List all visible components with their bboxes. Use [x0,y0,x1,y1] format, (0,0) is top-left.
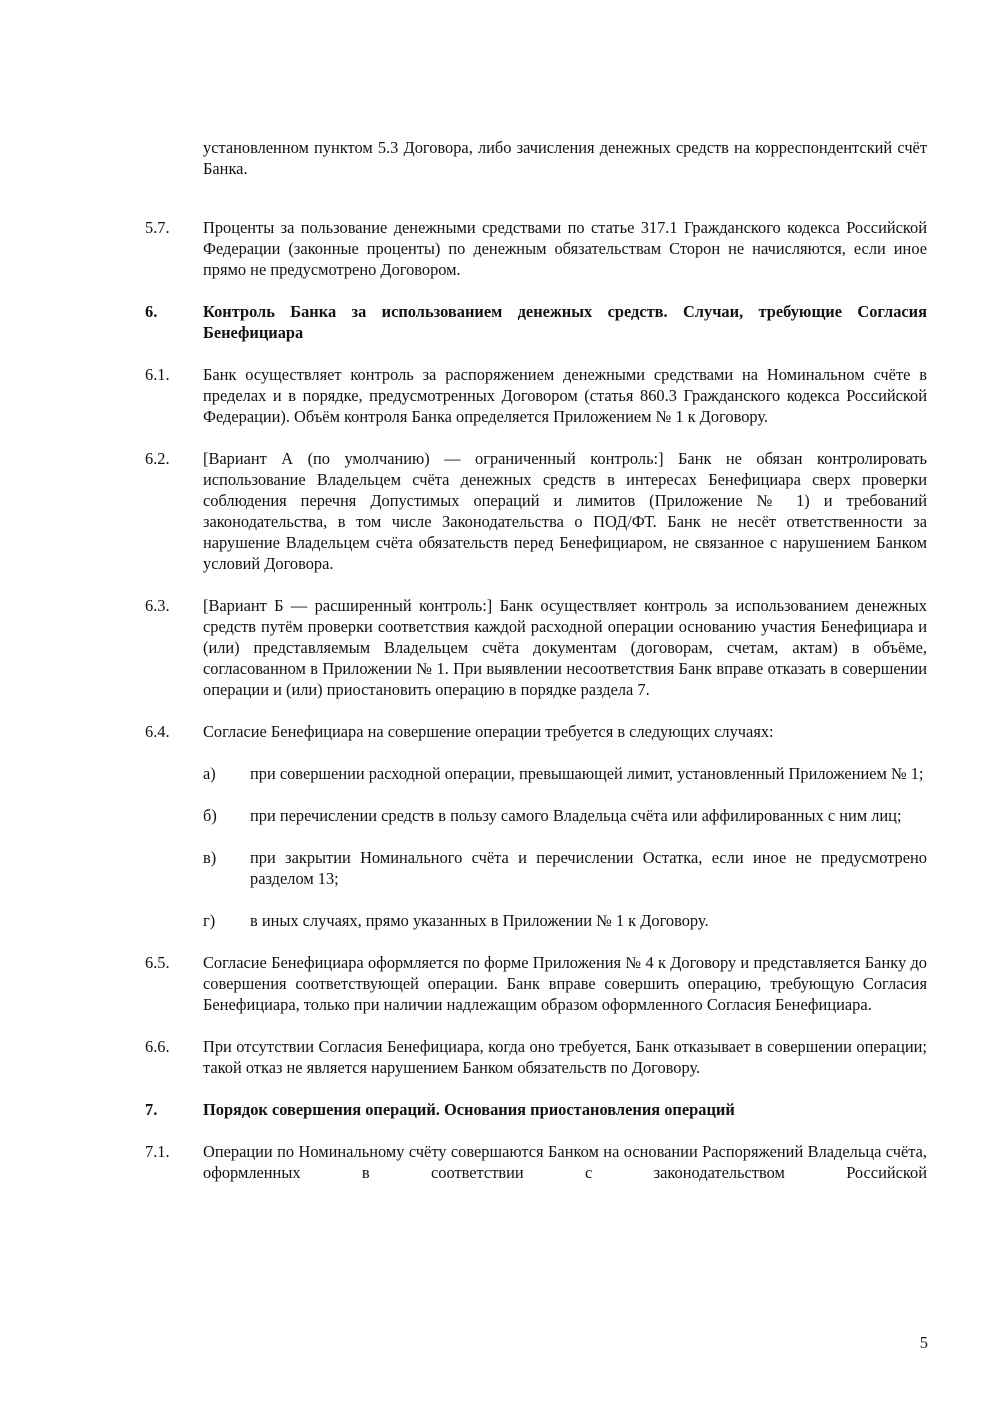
clause-number: 6.2. [145,448,170,468]
clause-text: [Вариант Б — расширенный контроль:] Банк осуществляет контроль за использованием денежных средств путём проверки соответствия каждой расходной операции основанию участия Бенефициара и (или) представляемым Владельцем счёта документам (договорам, счетам, актам) в объёме, согласованном в Приложении № 1. При выявлении несоответствия Банк вправе отказать в совершении операции и (или) приостановить операцию в порядке раздела 7. [203,595,927,699]
list-item-text: при перечислении средств в пользу самого Владельца счёта или аффилированных с ним лиц; [250,805,902,825]
clause-number: 6.3. [145,595,170,615]
list-item [203,847,927,889]
clause-6-1 [145,364,927,427]
list-item-text: при закрытии Номинального счёта и перечислении Остатка, если иное не предусмотрено разделом 13; [250,847,927,888]
clause-text: [Вариант А (по умолчанию) — ограниченный контроль:] Банк не обязан контролировать использование Владельцем счёта денежных средств в интересах Бенефициара сверх проверки соблюдения перечня Допустимых операций и лимитов (Приложение № 1) и требований законодательства, в том числе Законодательства о ПОД/ФТ. Банк не несёт ответственности за нарушение Владельцем счёта обязательств перед Бенефициаром, не связанное с нарушением Банком условий Договора. [203,448,927,573]
list-item [203,910,927,931]
clause-6-6 [145,1036,927,1078]
section-title: Порядок совершения операций. Основания приостановления операций [203,1099,735,1119]
clause-number: 6.5. [145,952,170,972]
clause-5-7 [145,217,927,280]
section-7-heading [145,1099,927,1120]
clause-text: Операции по Номинальному счёту совершаются Банком на основании Распоряжений Владельца счёта, оформленных в соответствии с законодательством Российской [203,1141,927,1182]
list-item-marker: а) [203,763,216,783]
clause-number: 7.1. [145,1141,170,1161]
section-6-heading [145,301,927,343]
list-item-marker: г) [203,910,216,930]
clause-number: 6.1. [145,364,170,384]
list-item-text: в иных случаях, прямо указанных в Приложении № 1 к Договору. [250,910,709,930]
section-title: Контроль Банка за использованием денежных средств. Случаи, требующие Согласия Бенефициара [203,301,927,342]
clause-text: Согласие Бенефициара на совершение операции требуется в следующих случаях: [203,721,774,741]
list-item-text: при совершении расходной операции, превышающей лимит, установленный Приложением № 1; [250,763,924,783]
clause-number: 6.6. [145,1036,170,1056]
list-item [203,805,927,826]
clause-number: 6.4. [145,721,170,741]
clause-text: При отсутствии Согласия Бенефициара, когда оно требуется, Банк отказывает в совершении операции; такой отказ не является нарушением Банком обязательств по Договору. [203,1036,927,1077]
document-body [145,121,927,1183]
continuation-paragraph: установленном пунктом 5.3 Договора, либо зачисления денежных средств на корреспондентский счёт Банка. [203,138,927,179]
clause-6-3 [145,595,927,700]
clause-number: 5.7. [145,217,170,237]
list-item-marker: в) [203,847,217,867]
section-number: 6. [145,301,158,321]
section-number: 7. [145,1099,158,1119]
clause-text: Согласие Бенефициара оформляется по форме Приложения № 4 к Договору и представляется Банку до совершения соответствующей операции. Банк вправе совершить операцию, требующую Согласия Бенефициара, только при наличии надлежащим образом оформленного Согласия Бенефициара. [203,952,927,1014]
list-item [203,763,927,784]
list-item-marker: б) [203,805,217,825]
page-number: 5 [919,1333,928,1352]
clause-6-4 [145,721,927,742]
clause-7-1 [145,1141,927,1183]
clause-6-2 [145,448,927,574]
clause-6-5 [145,952,927,1015]
clause-text: Банк осуществляет контроль за распоряжением денежными средствами на Номинальном счёте в пределах и в порядке, предусмотренных Договором (статья 860.3 Гражданского кодекса Российской Федерации). Объём контроля Банка определяется Приложением № 1 к Договору. [203,364,927,426]
clause-text: Проценты за пользование денежными средствами по статье 317.1 Гражданского кодекса Российской Федерации (законные проценты) по денежным обязательствам Сторон не начисляются, если иное прямо не предусмотрено Договором. [203,217,927,279]
